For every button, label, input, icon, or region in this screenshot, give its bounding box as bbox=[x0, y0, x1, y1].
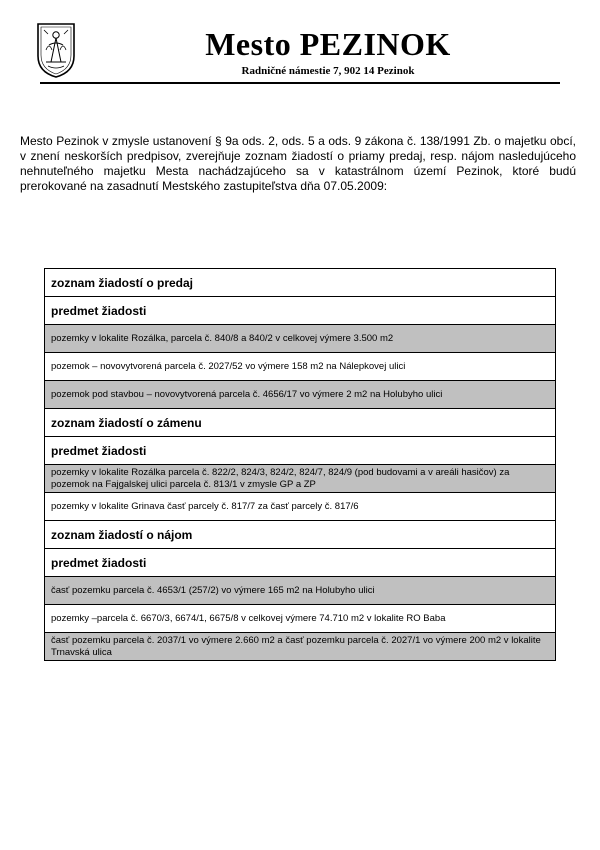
table-row bbox=[45, 633, 556, 661]
table-row bbox=[45, 577, 556, 605]
letterhead bbox=[36, 22, 560, 86]
section-heading-exchange bbox=[45, 409, 556, 437]
section-subtitle: predmet žiadosti bbox=[45, 297, 556, 325]
section-subheading-lease bbox=[45, 549, 556, 577]
table-row bbox=[45, 325, 556, 353]
request-item: pozemok pod stavbou – novovytvorená parcela č. 4656/17 vo výmere 2 m2 na Holubyho ulici bbox=[45, 381, 556, 409]
intro-paragraph: Mesto Pezinok v zmysle ustanovení § 9a ods. 2, ods. 5 a ods. 9 zákona č. 138/1991 Zb. o majetku obcí, v znení neskorších predpisov, zverejňuje zoznam žiadostí o priamy predaj, resp. nájom nasledujúceho nehnuteľného majetku Mesta nachádzajúceho sa v katastrálnom území Pezinok, ktoré budú prerokované na zasadnutí Mestského zastupiteľstva dňa 07.05.2009: bbox=[20, 134, 576, 193]
requests-table bbox=[44, 268, 556, 661]
request-item: pozemky v lokalite Rozálka parcela č. 822/2, 824/3, 824/2, 824/7, 824/9 (pod budovami a v areáli hasičov) za pozemok na Fajgalskej ulici parcela č. 813/1 v zmysle GP a ZP bbox=[45, 465, 556, 493]
address-line: Radničné námestie 7, 902 14 Pezinok bbox=[241, 65, 415, 77]
request-item: časť pozemku parcela č. 4653/1 (257/2) vo výmere 165 m2 na Holubyho ulici bbox=[45, 577, 556, 605]
section-subheading-sale bbox=[45, 297, 556, 325]
table-row bbox=[45, 493, 556, 521]
header-divider bbox=[40, 82, 560, 84]
section-subheading-exchange bbox=[45, 437, 556, 465]
section-title: zoznam žiadostí o zámenu bbox=[45, 409, 556, 437]
table-row bbox=[45, 353, 556, 381]
request-item: časť pozemku parcela č. 2037/1 vo výmere 2.660 m2 a časť pozemku parcela č. 2027/1 vo výmere 200 m2 v lokalite Trnavská ulica bbox=[45, 633, 556, 661]
table-row bbox=[45, 605, 556, 633]
request-item: pozemok – novovytvorená parcela č. 2027/52 vo výmere 158 m2 na Nálepkovej ulici bbox=[45, 353, 556, 381]
request-item: pozemky v lokalite Grinava časť parcely č. 817/7 za časť parcely č. 817/6 bbox=[45, 493, 556, 521]
table-row bbox=[45, 381, 556, 409]
town-crest-icon bbox=[36, 22, 76, 78]
page-title: Mesto PEZINOK bbox=[205, 26, 451, 62]
section-title: zoznam žiadostí o nájom bbox=[45, 521, 556, 549]
section-subtitle: predmet žiadosti bbox=[45, 549, 556, 577]
request-item: pozemky v lokalite Rozálka, parcela č. 840/8 a 840/2 v celkovej výmere 3.500 m2 bbox=[45, 325, 556, 353]
section-heading-lease bbox=[45, 521, 556, 549]
section-title: zoznam žiadostí o predaj bbox=[45, 269, 556, 297]
section-heading-sale bbox=[45, 269, 556, 297]
request-item: pozemky –parcela č. 6670/3, 6674/1, 6675/8 v celkovej výmere 74.710 m2 v lokalite RO Baba bbox=[45, 605, 556, 633]
table-row bbox=[45, 465, 556, 493]
section-subtitle: predmet žiadosti bbox=[45, 437, 556, 465]
